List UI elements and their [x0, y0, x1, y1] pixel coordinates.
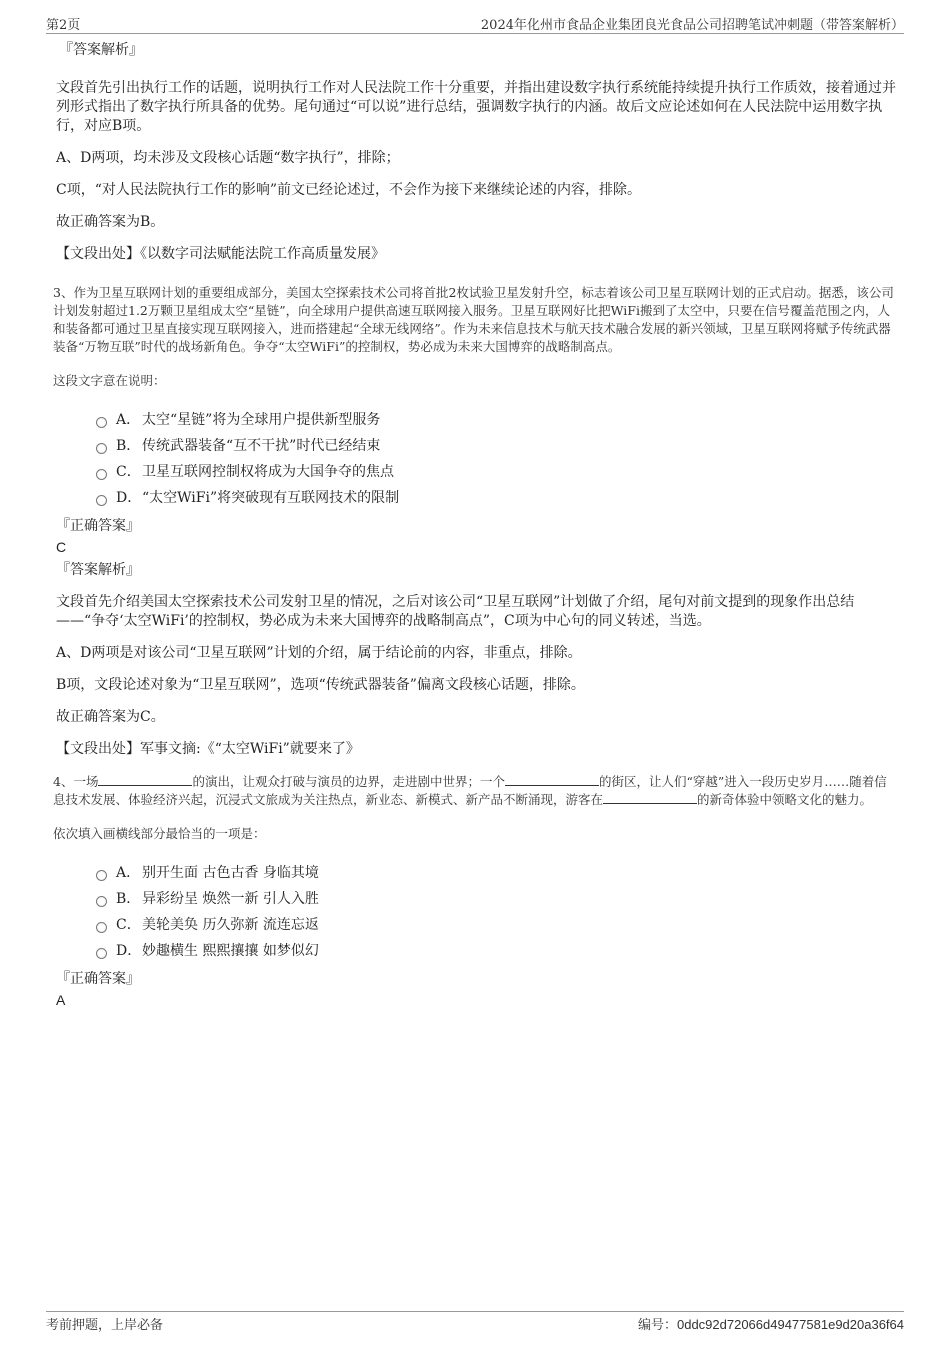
q2-source: 【文段出处】《以数字司法赋能法院工作高质量发展》	[56, 246, 385, 262]
q3-analysis-p4: 故正确答案为C。	[56, 709, 165, 725]
option-text: “太空WiFi”将突破现有互联网技术的限制	[142, 490, 400, 506]
option-text: 异彩纷呈 焕然一新 引人入胜	[142, 891, 319, 907]
q3-analysis-label: 『答案解析』	[56, 562, 140, 578]
option-letter: C．	[116, 917, 141, 933]
q2-analysis-label: 『答案解析』	[59, 42, 143, 58]
option-letter: B．	[116, 891, 141, 907]
q2-analysis-p2: A、D两项，均未涉及文段核心话题“数字执行”，排除；	[56, 150, 400, 166]
q4-option-d[interactable]	[96, 937, 896, 963]
q4-prompt: 依次填入画横线部分最恰当的一项是：	[53, 826, 266, 841]
q4-stem	[53, 773, 896, 809]
option-text: 传统武器装备“互不干扰”时代已经结束	[142, 438, 381, 454]
option-letter: D．	[116, 943, 142, 959]
q4-answer-label: 『正确答案』	[56, 971, 140, 987]
q4-option-c[interactable]	[96, 911, 896, 937]
option-letter: A．	[116, 412, 141, 428]
q3-prompt: 这段文字意在说明：	[53, 373, 166, 388]
q3-option-a[interactable]	[96, 406, 896, 432]
fill-blank-2	[505, 774, 599, 786]
q3-stem: 3、作为卫星互联网计划的重要组成部分，美国太空探索技术公司将首批2枚试验卫星发射升空，标志着该公司卫星互联网计划的正式启动。据悉，该公司计划发射超过1.2万颗卫星组成太空“星链”，向全球用户提供高速互联网接入服务。卫星互联网好比把WiFi搬到了太空中，只要在信号覆盖范围之内，人和装备都可通过卫星直接实现互联网接入，进而搭建起“全球无线网络”。作为未来信息技术与航天技术融合发展的新兴领域，卫星互联网将赋予传统武器装备“万物互联”时代的战场新角色。争夺“太空WiFi”的控制权，势必成为未来大国博弈的战略制高点。	[53, 285, 894, 354]
radio-icon[interactable]	[96, 469, 107, 480]
radio-icon[interactable]	[96, 922, 107, 933]
q3-analysis-p2: A、D两项是对该公司“卫星互联网”计划的介绍，属于结论前的内容，非重点，排除。	[56, 645, 582, 661]
option-letter: B．	[116, 438, 141, 454]
option-text: 太空“星链”将为全球用户提供新型服务	[142, 412, 381, 428]
document-code	[638, 1314, 904, 1333]
q4-option-a[interactable]	[96, 859, 896, 885]
fill-blank-3	[603, 792, 697, 804]
q3-analysis-p1: 文段首先介绍美国太空探索技术公司发射卫星的情况，之后对该公司“卫星互联网”计划做了介绍，尾句对前文提到的现象作出总结——“争夺‘太空WiFi’的控制权，势必成为未来大国博弈的战略制高点”，C项为中心句的同义转述，当选。	[56, 594, 855, 629]
q3-option-d[interactable]	[96, 484, 896, 510]
fill-blank-1	[98, 774, 192, 786]
q2-analysis-p3: C项，“对人民法院执行工作的影响”前文已经论述过，不会作为接下来继续论述的内容，排除。	[56, 182, 642, 198]
q4-stem-part3: 的街区，让人们“穿越”进入一段历史岁月……随着信息技术发展、体验经济兴起，沉浸式文旅成为关注热点，新业态、新模式、新产品不断涌现，游客在	[53, 774, 887, 807]
radio-icon[interactable]	[96, 870, 107, 881]
radio-icon[interactable]	[96, 896, 107, 907]
radio-icon[interactable]	[96, 948, 107, 959]
option-text: 卫星互联网控制权将成为大国争夺的焦点	[142, 464, 394, 480]
option-text: 美轮美奂 历久弥新 流连忘返	[142, 917, 319, 933]
footer-slogan: 考前押题，上岸必备	[46, 1318, 164, 1333]
option-letter: D．	[116, 490, 142, 506]
option-letter: A．	[116, 865, 141, 881]
code-value: 0ddc92d72066d49477581e9d20a36f64	[676, 1317, 904, 1332]
q3-analysis-p3: B项，文段论述对象为“卫星互联网”，选项“传统武器装备”偏离文段核心话题，排除。	[56, 677, 585, 693]
header-divider	[46, 33, 904, 34]
radio-icon[interactable]	[96, 417, 107, 428]
q3-option-c[interactable]	[96, 458, 896, 484]
q3-source: 【文段出处】军事文摘:《“太空WiFi”就要来了》	[56, 741, 360, 757]
q4-options	[96, 859, 896, 963]
q4-option-b[interactable]	[96, 885, 896, 911]
q3-answer: C	[56, 539, 67, 555]
document-body	[53, 40, 896, 1009]
footer-divider	[46, 1311, 904, 1312]
radio-icon[interactable]	[96, 443, 107, 454]
q4-answer: A	[56, 992, 66, 1008]
option-text: 妙趣横生 熙熙攘攘 如梦似幻	[142, 943, 319, 959]
page-number: 第2页	[46, 18, 81, 33]
option-text: 别开生面 古色古香 身临其境	[142, 865, 319, 881]
option-letter: C．	[116, 464, 141, 480]
q3-answer-label: 『正确答案』	[56, 518, 140, 534]
code-label: 编号：	[637, 1318, 677, 1333]
q3-options	[96, 406, 896, 510]
document-title: 2024年化州市食品企业集团良光食品公司招聘笔试冲刺题（带答案解析）	[480, 18, 904, 33]
page-header	[46, 14, 904, 34]
q3-option-b[interactable]	[96, 432, 896, 458]
radio-icon[interactable]	[96, 495, 107, 506]
q2-analysis-p1: 文段首先引出执行工作的话题，说明执行工作对人民法院工作十分重要，并指出建设数字执行系统能持续提升执行工作质效，接着通过并列形式指出了数字执行所具备的优势。尾句通过“可以说”进行总结，强调数字执行的内涵。故后文应论述如何在人民法院中运用数字执行，对应B项。	[56, 80, 896, 134]
page-footer	[46, 1314, 904, 1334]
q4-stem-part4: 的新奇体验中领略文化的魅力。	[697, 792, 873, 807]
q2-analysis-p4: 故正确答案为B。	[56, 214, 165, 230]
q4-stem-part2: 的演出，让观众打破与演员的边界，走进剧中世界；一个	[192, 774, 505, 789]
q4-stem-part1: 4、一场	[53, 774, 99, 789]
